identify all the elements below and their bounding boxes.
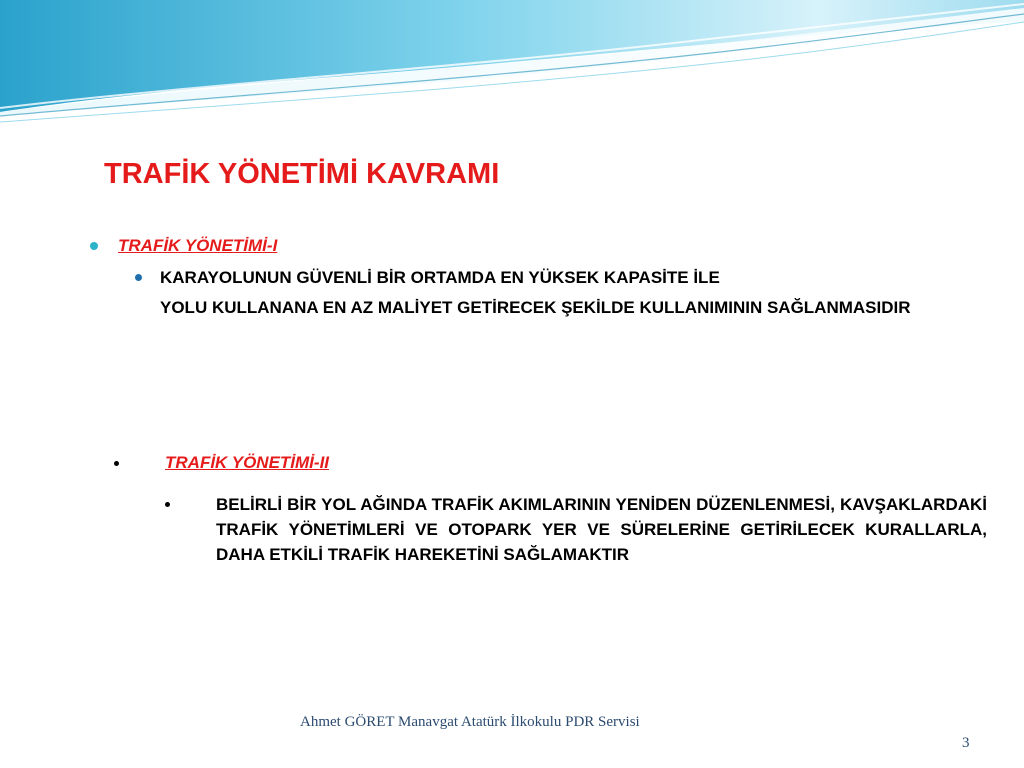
item-text: BELİRLİ BİR YOL AĞINDA TRAFİK AKIMLARININ YENİDEN DÜZENLENMESİ, KAVŞAKLARDAKİ TRAFİK YÖNETİMLERİ VE OTOPARK YER VE SÜRELERİNE GETİRİLECEK KURALLARLA, DAHA ETKİLİ TRAFİK HAREKETİNİ SAĞLAMAKTIR: [216, 495, 987, 564]
item-first-line: KARAYOLUNUN GÜVENLİ BİR ORTAMDA EN YÜKSEK KAPASİTE İLE: [160, 268, 720, 287]
bullet-icon: [114, 461, 119, 466]
section-1: [90, 236, 277, 256]
slide-title: TRAFİK YÖNETİMİ KAVRAMI: [104, 158, 500, 190]
bullet-icon: [165, 502, 170, 507]
bullet-icon: [135, 274, 142, 281]
header-wave-decoration: [0, 0, 1024, 125]
item-continuation: YOLU KULLANANA EN AZ MALİYET GETİRECEK ŞEKİLDE KULLANIMININ SAĞLANMASIDIR: [160, 298, 911, 317]
page-number: 3: [962, 735, 970, 751]
bullet-icon: [90, 242, 98, 250]
section-2-item: [165, 492, 987, 567]
section-heading-1: TRAFİK YÖNETİMİ-I: [118, 236, 278, 255]
section-heading-2: TRAFİK YÖNETİMİ-II: [165, 453, 330, 472]
section-1-item: [135, 265, 937, 320]
slide-footer: Ahmet GÖRET Manavgat Atatürk İlkokulu PDR Servisi: [300, 714, 640, 730]
section-2: [114, 453, 329, 473]
